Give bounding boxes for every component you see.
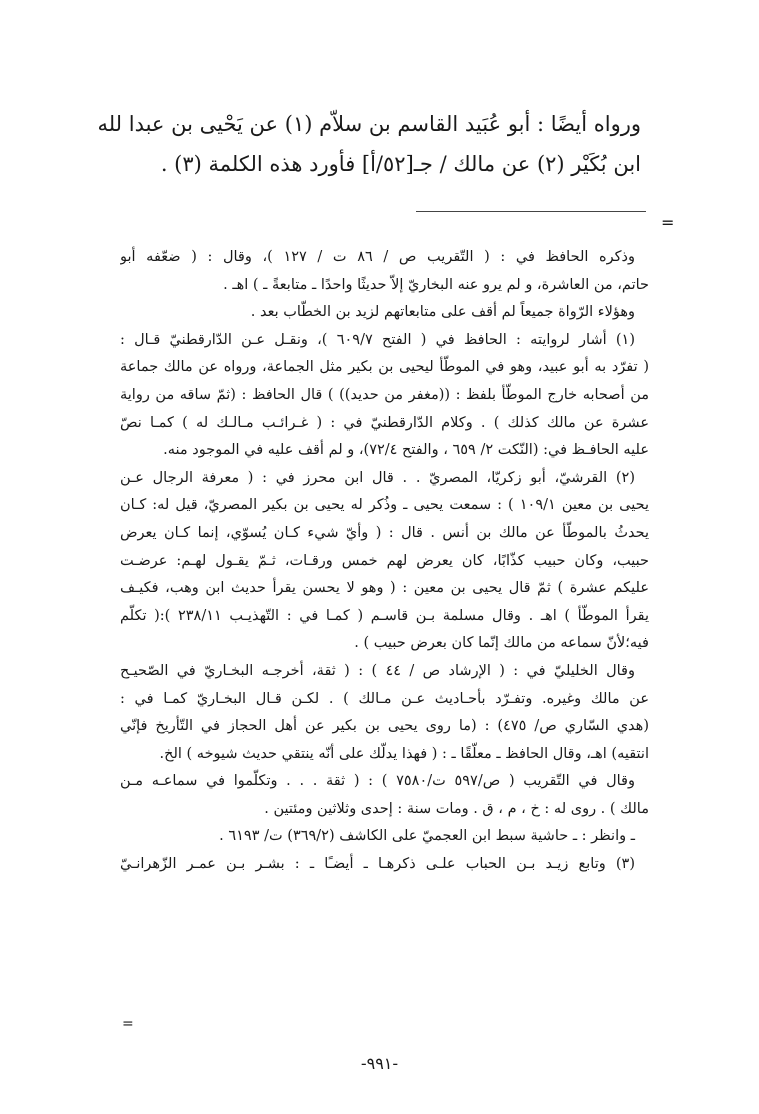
footnote-2-line: انتقيه) اهـ، وقال الحافظ ـ معلّقًا ـ : ( فهذا يدلّك على أنّه ينتقي حديث شيوخه ) الخ. bbox=[159, 745, 649, 762]
footnote-2-line: يحيى بن معين ١٠٩/١ ) : سمعت يحيى ـ وذُكر له يحيى بن بكير المصريّ، قيل له: كـان bbox=[120, 497, 649, 514]
footnote-line: حاتم، من العاشرة، و لم يرو عنه البخاريّ إلاّ حديثًا واحدًا ـ متابعةً ـ ) اهـ . bbox=[223, 276, 649, 293]
footnote-1-line: (١) أشار لروايته : الحافظ في ( الفتح ٦٠٩/٧ )، ونقـل عـن الدّارقطنيّ قـال : bbox=[120, 331, 635, 348]
footnote-2-line: وقال في التّقريب ( ص/٥٩٧ ت/٧٥٨٠ ) : ( ثقة . . . وتكلّموا في سماعـه مـن bbox=[120, 773, 635, 790]
footnote-2-line: ـ وانظر : ـ حاشية سبط ابن العجميّ على الكاشف (٣٦٩/٢) ت/ ٦١٩٣ . bbox=[219, 828, 635, 845]
page-number: -٩٩١- bbox=[360, 1054, 399, 1073]
footnote-2-line: عن مالك وغيره. وتفـرّد بأحـاديث عـن مـالك ) . لكـن قـال البخـاريّ كمـا في : bbox=[120, 690, 649, 707]
footnote-2-line: مالك ) . روى له : خ ، م ، ق . ومات سنة : إحدى وثلاثين ومئتين . bbox=[264, 800, 649, 817]
footnote-2-line: عليكم عشرة ) ثمّ قال يحيى بن معين : ( وهو لا يحسن يقرأ حديث ابن وهب، فكيـف bbox=[120, 580, 649, 597]
footnote-2-line: وقال الخليليّ في : ( الإرشاد ص / ٤٤ ) : ( ثقة، أخرجـه البخـاريّ في الصّحيـح bbox=[120, 662, 635, 679]
footnote-divider bbox=[416, 211, 646, 212]
main-text bbox=[97, 104, 641, 184]
continuation-mark: = bbox=[122, 1016, 134, 1032]
footnote-1-line: ( تفرّد به أبو عبيد، وهو في الموطّأ ليحيى بن بكير مثل الجماعة، ورواه عن مالك جماعة bbox=[120, 359, 649, 376]
footnote-line: وهؤلاء الرّواة جميعاً لم أقف على متابعاتهم لزيد بن الخطّاب بعد . bbox=[250, 304, 635, 321]
footnote-2-line: يقرأ الموطّأ ) اهـ . وقال مسلمة بـن قاسـم ( كمـا في : التّهذيـب ٢٣٨/١١ ):( تكلّم bbox=[120, 607, 649, 624]
footnote-2-line: فيه؛لأنّ سماعه من مالك إنّما كان بعرض حبيب ) . bbox=[354, 635, 649, 652]
footnote-2-line: (هدي السّاري ص/ ٤٧٥) : (ما روى يحيى بن بكير عن أهل الحجاز في التّأريخ فإنّي bbox=[120, 718, 649, 735]
footnotes bbox=[120, 244, 649, 879]
footnote-2-line: (٢) القرشيّ، أبو زكريّا، المصريّ . . قال ابن محرز في : ( معرفة الرجال عـن bbox=[120, 469, 635, 486]
footnote-1-line: عليه الحافـظ في: (النّكت ٢/ ٦٥٩ ، والفتح ٧٢/٤)، و لم أقف عليه في الموجود منه. bbox=[163, 442, 649, 459]
continuation-mark: = bbox=[661, 213, 675, 232]
footnote-1-line: عشرة عن مالك كذلك ) . وكلام الدّارقطنيّ في : ( غـرائـب مـالـك له ) كمـا نصّ bbox=[120, 414, 649, 431]
footnote-2-line: حبيب، وكان حبيب كذّابًا، كان يعرض لهم خمس ورقـات، ثـمّ يقـول لهـم: عرضـت bbox=[120, 552, 649, 569]
footnote-2-line: يحدثُ بالموطّأ عن مالك بن أنس . قال : ( وأيّ شيء كـان يُسوّي، إنما كـان يعرض bbox=[120, 524, 649, 541]
footnote-line: وذكره الحافظ في : ( التّقريب ص / ٨٦ ت / ١٢٧ )، وقال : ( ضعّفه أبو bbox=[120, 249, 635, 265]
footnote-3-line: (٣) وتابع زيـد بـن الحباب علـى ذكرهـا ـ أيضـًا ـ : بشـر بـن عمـر الزّهرانـيّ bbox=[120, 856, 635, 873]
main-text-line: ورواه أيضًا : أبو عُبَيد القاسم بن سلاّم (١) عن يَحْيى بن عبدا لله bbox=[97, 112, 641, 136]
footnote-1-line: من أصحابه خارج الموطّأ بلفظ : ((مغفر من حديد)) ) قال الحافظ : (ثمّ ساقه من رواية bbox=[120, 386, 649, 403]
main-text-line: ابن بُكَيْر (٢) عن مالك / جـ[٥٢/أ] فأورد هذه الكلمة (٣) . bbox=[160, 152, 641, 176]
